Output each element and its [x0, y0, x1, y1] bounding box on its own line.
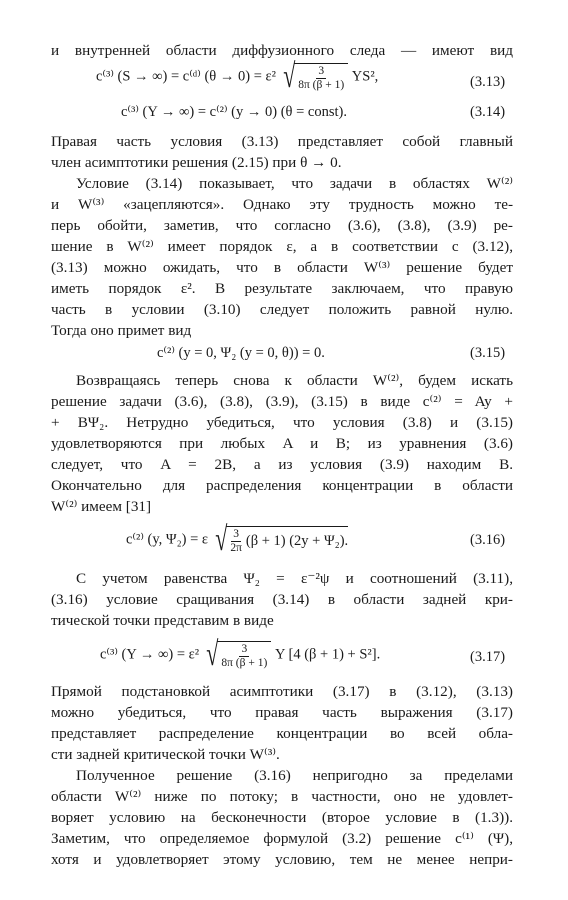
- text-line: Заметим, что определяемое формулой (3.2) решение c⁽¹⁾ (Ψ),: [51, 830, 513, 847]
- text-line: перь обойти, заметив, что согласно (3.6), (3.8), (3.9) ре-: [51, 217, 513, 234]
- equation-lhs: c⁽³⁾ (Y → ∞) = ε²: [100, 646, 200, 663]
- text-line: Условие (3.14) показывает, что задачи в областях W⁽²⁾: [76, 175, 513, 192]
- text-line: Возвращаясь теперь снова к области W⁽²⁾, будем искать: [76, 372, 513, 389]
- text-line: воряет условию на бесконечности (второе условие в (1.3)).: [51, 809, 513, 826]
- text-line: + BΨ₂. Нетрудно убедиться, что условия (3.8) и (3.15): [51, 414, 513, 431]
- equation-3-16: [126, 521, 349, 558]
- text-line: шение в W⁽²⁾ имеет порядок ε, а в соответствии с (3.12),: [51, 238, 513, 255]
- fraction-denominator: 8π (β + 1): [298, 78, 345, 91]
- fraction-numerator: 3: [318, 64, 325, 77]
- equation-lhs: c⁽²⁾ (y, Ψ₂) = ε: [126, 531, 209, 548]
- equation-number: (3.17): [470, 649, 506, 665]
- equation-tail: Y [4 (β + 1) + S²].: [274, 646, 381, 663]
- text-line: следует, что A = 2B, а из условия (3.9) находим B.: [51, 456, 513, 473]
- text-line: хотя и удовлетворяет этому условию, тем не менее непри-: [51, 851, 513, 868]
- fraction-numerator: 3: [241, 642, 248, 655]
- sqrt-sign: √ $\frac{3}{2\pi}$ (β + 1) (2y + Ψ₂).: [214, 521, 349, 558]
- text-line: (3.13) можно ожидать, что в области W⁽³⁾ решение будет: [51, 259, 513, 276]
- text-line: иметь порядок ε². В результате заключаем, что правую: [51, 280, 513, 297]
- equation-3-17: [100, 636, 381, 673]
- equation-tail: YS²,: [351, 68, 379, 85]
- text-line: представляет распределение концентрации во всей обла-: [51, 725, 513, 742]
- text-line: член асимптотики решения (2.15) при θ → 0.: [51, 154, 342, 171]
- equation-tail: (β + 1) (2y + Ψ₂).: [245, 533, 349, 549]
- text-line: Прямой подстановкой асимптотики (3.17) в (3.12), (3.13): [51, 683, 513, 700]
- equation-number: (3.14): [470, 104, 506, 120]
- text-line: удовлетворяются при любых A и B; из уравнения (3.6): [51, 435, 513, 452]
- text-line: области W⁽²⁾ ниже по потоку; в частности, оно не удовлет-: [51, 788, 513, 805]
- text-line: С учетом равенства Ψ₂ = ε⁻²ψ и соотношений (3.11),: [76, 570, 513, 587]
- equation-3-15: c⁽²⁾ (y = 0, Ψ₂ (y = 0, θ)) = 0.: [157, 345, 325, 361]
- sqrt-sign: √ $\frac{3}{8\pi (\beta + 1)}$: [203, 640, 272, 670]
- text-line: Тогда оно примет вид: [51, 322, 192, 339]
- text-line: Окончательно для распределения концентрации в области: [51, 477, 513, 494]
- equation-number: (3.13): [470, 74, 506, 90]
- equation-3-13: [96, 58, 379, 95]
- text-line: можно убедиться, что правая часть выражения (3.17): [51, 704, 513, 721]
- equation-number: (3.16): [470, 532, 506, 548]
- equation-3-14: c⁽³⁾ (Y → ∞) = c⁽²⁾ (y → 0) (θ = const).: [121, 104, 347, 120]
- text-line: сти задней критической точки W⁽³⁾.: [51, 746, 280, 763]
- equation-lhs: c⁽³⁾ (S → ∞) = c⁽ᵈ⁾ (θ → 0) = ε²: [96, 68, 276, 85]
- text-line: часть в условии (3.10) следует положить равной нулю.: [51, 301, 513, 318]
- fraction-denominator: 2π: [230, 541, 242, 554]
- fraction-denominator: 8π (β + 1): [221, 656, 268, 669]
- text-line: (3.16) условие сращивания (3.14) в области задней кри-: [51, 591, 513, 608]
- text-line: тической точки представим в виде: [51, 612, 274, 629]
- text-line: Правая часть условия (3.13) представляет собой главный: [51, 133, 513, 150]
- text-line: W⁽²⁾ имеем [31]: [51, 498, 152, 515]
- sqrt-sign: √ $\frac{3}{8\pi (\beta + 1)}$: [280, 62, 349, 92]
- fraction-numerator: 3: [233, 527, 239, 540]
- text-line: решение задачи (3.6), (3.8), (3.9), (3.15) в виде c⁽²⁾ = Ay +: [51, 393, 513, 410]
- text-line: Полученное решение (3.16) непригодно за пределами: [76, 767, 513, 784]
- text-line: и W⁽³⁾ «зацепляются». Однако эту трудность можно те-: [51, 196, 513, 213]
- equation-number: (3.15): [470, 345, 506, 361]
- text-line: и внутренней области диффузионного следа — имеют вид: [51, 42, 513, 59]
